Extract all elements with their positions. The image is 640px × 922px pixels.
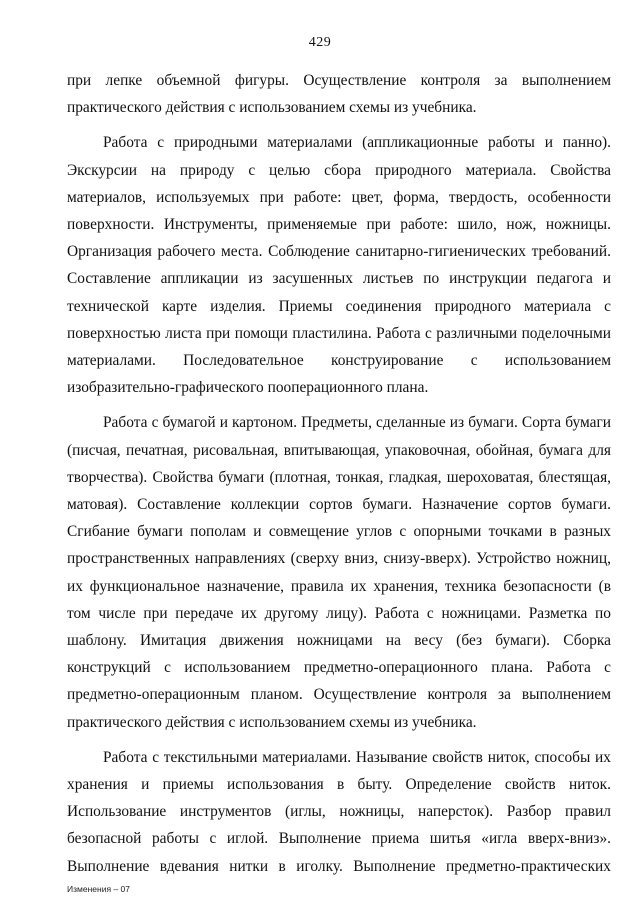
paragraph-natural-materials: Работа с природными материалами (аппликационные работы и панно). Экскурсии на природу с целью сбора природного материала. Свойства материалов, используемых при работе: цвет, форма, твердость, особенности поверхности. Инструменты, применяемые при работе: шило, нож, ножницы. Организация рабочего места. Соблюдение санитарно-гигиенических требований. Составление аппликации из засушенных листьев по инструкции педагога и технической карте изделия. Приемы соединения природного материала с поверхностью листа при помощи пластилина. Работа с различными поделочными материалами. Последовательное конструирование с использованием изобразительно-графического пооперационного плана. (67, 134, 611, 397)
paragraph-paper-cardboard: Работа с бумагой и картоном. Предметы, сделанные из бумаги. Сорта бумаги (писчая, печатная, рисовальная, впитывающая, упаковочная, обойная, бумага для творчества). Свойства бумаги (плотная, тонкая, гладкая, шероховатая, блестящая, матовая). Составление коллекции сортов бумаги. Назначение сортов бумаги. Сгибание бумаги пополам и совмещение углов с опорными точками в разных пространственных направлениях (сверху вниз, снизу-вверх). Устройство ножниц, их функциональное назначение, правила их хранения, техника безопасности (в том числе при передаче их другому лицу). Работа с ножницами. Разметка по шаблону. Имитация движения ножницами на весу (без бумаги). Сборка конструкций с использованием предметно-операционного плана. Работа с предметно-операционным планом. Осуществление контроля за выполнением практического действия с использованием схемы из учебника. (67, 414, 611, 731)
paragraph-continuation: при лепке объемной фигуры. Осуществление контроля за выполнением практического действия с использованием схемы из учебника. (67, 72, 611, 117)
document-body (67, 67, 611, 888)
footer-revision-note: Изменения – 07 (67, 884, 130, 894)
page-number: 429 (308, 35, 332, 50)
paragraph-textile-materials: Работа с текстильными материалами. Называние свойств ниток, способы их хранения и приемы использования в быту. Определение свойств ниток. Использование инструментов (иглы, ножницы, наперсток). Разбор правил безопасной работы с иглой. Выполнение приема шитья «игла вверх-вниз». Выполнение вдевания нитки в иголку. Выполнение предметно-практических (67, 748, 611, 875)
